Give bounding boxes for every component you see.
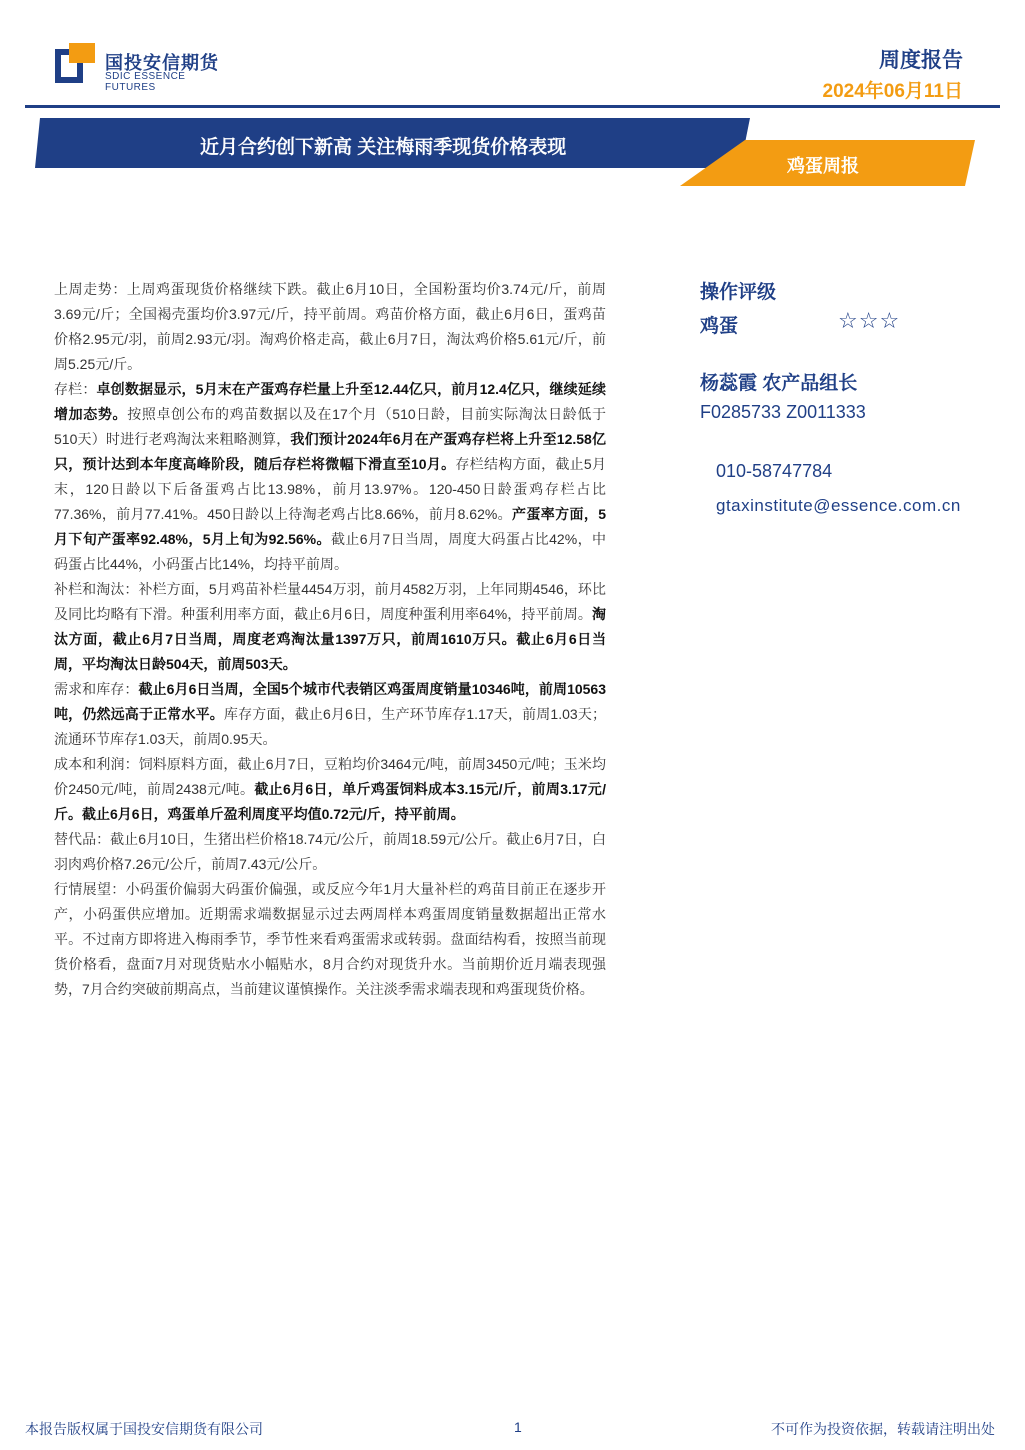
page-number: 1 bbox=[514, 1419, 522, 1435]
logo-text-cn: 国投安信期货 bbox=[105, 53, 219, 73]
analyst-license: F0285733 Z0011333 bbox=[700, 402, 866, 422]
paragraph-demand-stock: 需求和库存：截止6月6日当周，全国5个城市代表销区鸡蛋周度销量10346吨，前周10563吨，仍然远高于正常水平。库存方面，截止6月6日，生产环节库存1.17天，前周1.03天；流通环节库存1.03天，前周0.95天。 bbox=[54, 681, 607, 747]
company-logo bbox=[55, 43, 235, 93]
footer-copyright: 本报告版权属于国投安信期货有限公司 bbox=[25, 1421, 263, 1437]
rating-heading: 操作评级 bbox=[700, 282, 777, 303]
header-divider bbox=[25, 105, 1000, 108]
report-date: 2024年06月11日 bbox=[822, 81, 963, 102]
logo-text-en: SDIC ESSENCE FUTURES bbox=[105, 71, 186, 93]
rating-item-name: 鸡蛋 bbox=[700, 316, 739, 337]
contact-phone: 010-58747784 bbox=[716, 461, 833, 481]
star-rating-icon: ☆☆☆ bbox=[838, 308, 901, 333]
paragraph-cost-profit: 成本和利润：饲料原料方面，截止6月7日，豆粕均价3464元/吨，前周3450元/吨；玉米均价2450元/吨，前周2438元/吨。截止6月6日，单斤鸡蛋饲料成本3.15元/斤，前周3.17元/斤。截止6月6日，鸡蛋单斤盈利周度平均值0.72元/斤，持平前周。 bbox=[54, 756, 606, 822]
logo-mark-icon bbox=[55, 43, 95, 83]
paragraph-inventory: 存栏：卓创数据显示，5月末在产蛋鸡存栏量上升至12.44亿只，前月12.4亿只，继续延续增加态势。按照卓创公布的鸡苗数据以及在17个月（510日龄，目前实际淘汰日龄低于510天）时进行老鸡淘汰来粗略测算，我们预计2024年6月在产蛋鸡存栏将上升至12.58亿只，预计达到本年度高峰阶段，随后存栏将微幅下滑直至10月。存栏结构方面，截止5月末，120日龄以下后备蛋鸡占比13.98%，前月13.97%。120-450日龄蛋鸡存栏占比77.36%，前月77.41%。450日龄以上待淘老鸡占比8.66%，前月8.62%。产蛋率方面，5月下旬产蛋率92.48%，5月上旬为92.56%。截止6月7日当周，周度大码蛋占比42%，中码蛋占比44%，小码蛋占比14%，均持平前周。 bbox=[54, 381, 607, 572]
paragraph-last-week: 上周走势：上周鸡蛋现货价格继续下跌。截止6月10日，全国粉蛋均价3.74元/斤，前周3.69元/斤；全国褐壳蛋均价3.97元/斤，持平前周。鸡苗价格方面，截止6月6日，蛋鸡苗价格2.95元/羽，前周2.93元/羽。淘鸡价格走高，截止6月7日，淘汰鸡价格5.61元/斤，前周5.25元/斤。 bbox=[54, 281, 606, 372]
paragraph-substitutes: 替代品：截止6月10日，生猪出栏价格18.74元/公斤，前周18.59元/公斤。截止6月7日，白羽肉鸡价格7.26元/公斤，前周7.43元/公斤。 bbox=[54, 831, 606, 872]
paragraph-restock-cull: 补栏和淘汰：补栏方面，5月鸡苗补栏量4454万羽，前月4582万羽，上年同期4546，环比及同比均略有下滑。种蛋利用率方面，截止6月6日，周度种蛋利用率64%，持平前周。淘汰方面，截止6月7日当周，周度老鸡淘汰量1397万只，前周1610万只。截止6月6日当周，平均淘汰日龄504天，前周503天。 bbox=[54, 581, 606, 672]
report-type: 周度报告 bbox=[879, 49, 963, 72]
analyst-name: 杨蕊霞 农产品组长 bbox=[700, 373, 858, 394]
paragraph-outlook: 行情展望：小码蛋价偏弱大码蛋价偏强，或反应今年1月大量补栏的鸡苗目前正在逐步开产，小码蛋供应增加。近期需求端数据显示过去两周样本鸡蛋周度销量数据超出正常水平。不过南方即将进入梅雨季节，季节性来看鸡蛋需求或转弱。盘面结构看，按照当前现货价格看，盘面7月对现货贴水小幅贴水，8月合约对现货升水。当前期价近月端表现强势，7月合约突破前期高点，当前建议谨慎操作。关注淡季需求端表现和鸡蛋现货价格。 bbox=[54, 881, 606, 997]
footer-notice: 不可作为投资依据，转载请注明出处 bbox=[771, 1421, 995, 1437]
report-body bbox=[54, 277, 606, 1002]
contact-email[interactable]: gtaxinstitute@essence.com.cn bbox=[716, 496, 961, 515]
report-title: 近月合约创下新高 关注梅雨季现货价格表现 bbox=[200, 137, 567, 158]
report-category-tag: 鸡蛋周报 bbox=[787, 156, 859, 176]
